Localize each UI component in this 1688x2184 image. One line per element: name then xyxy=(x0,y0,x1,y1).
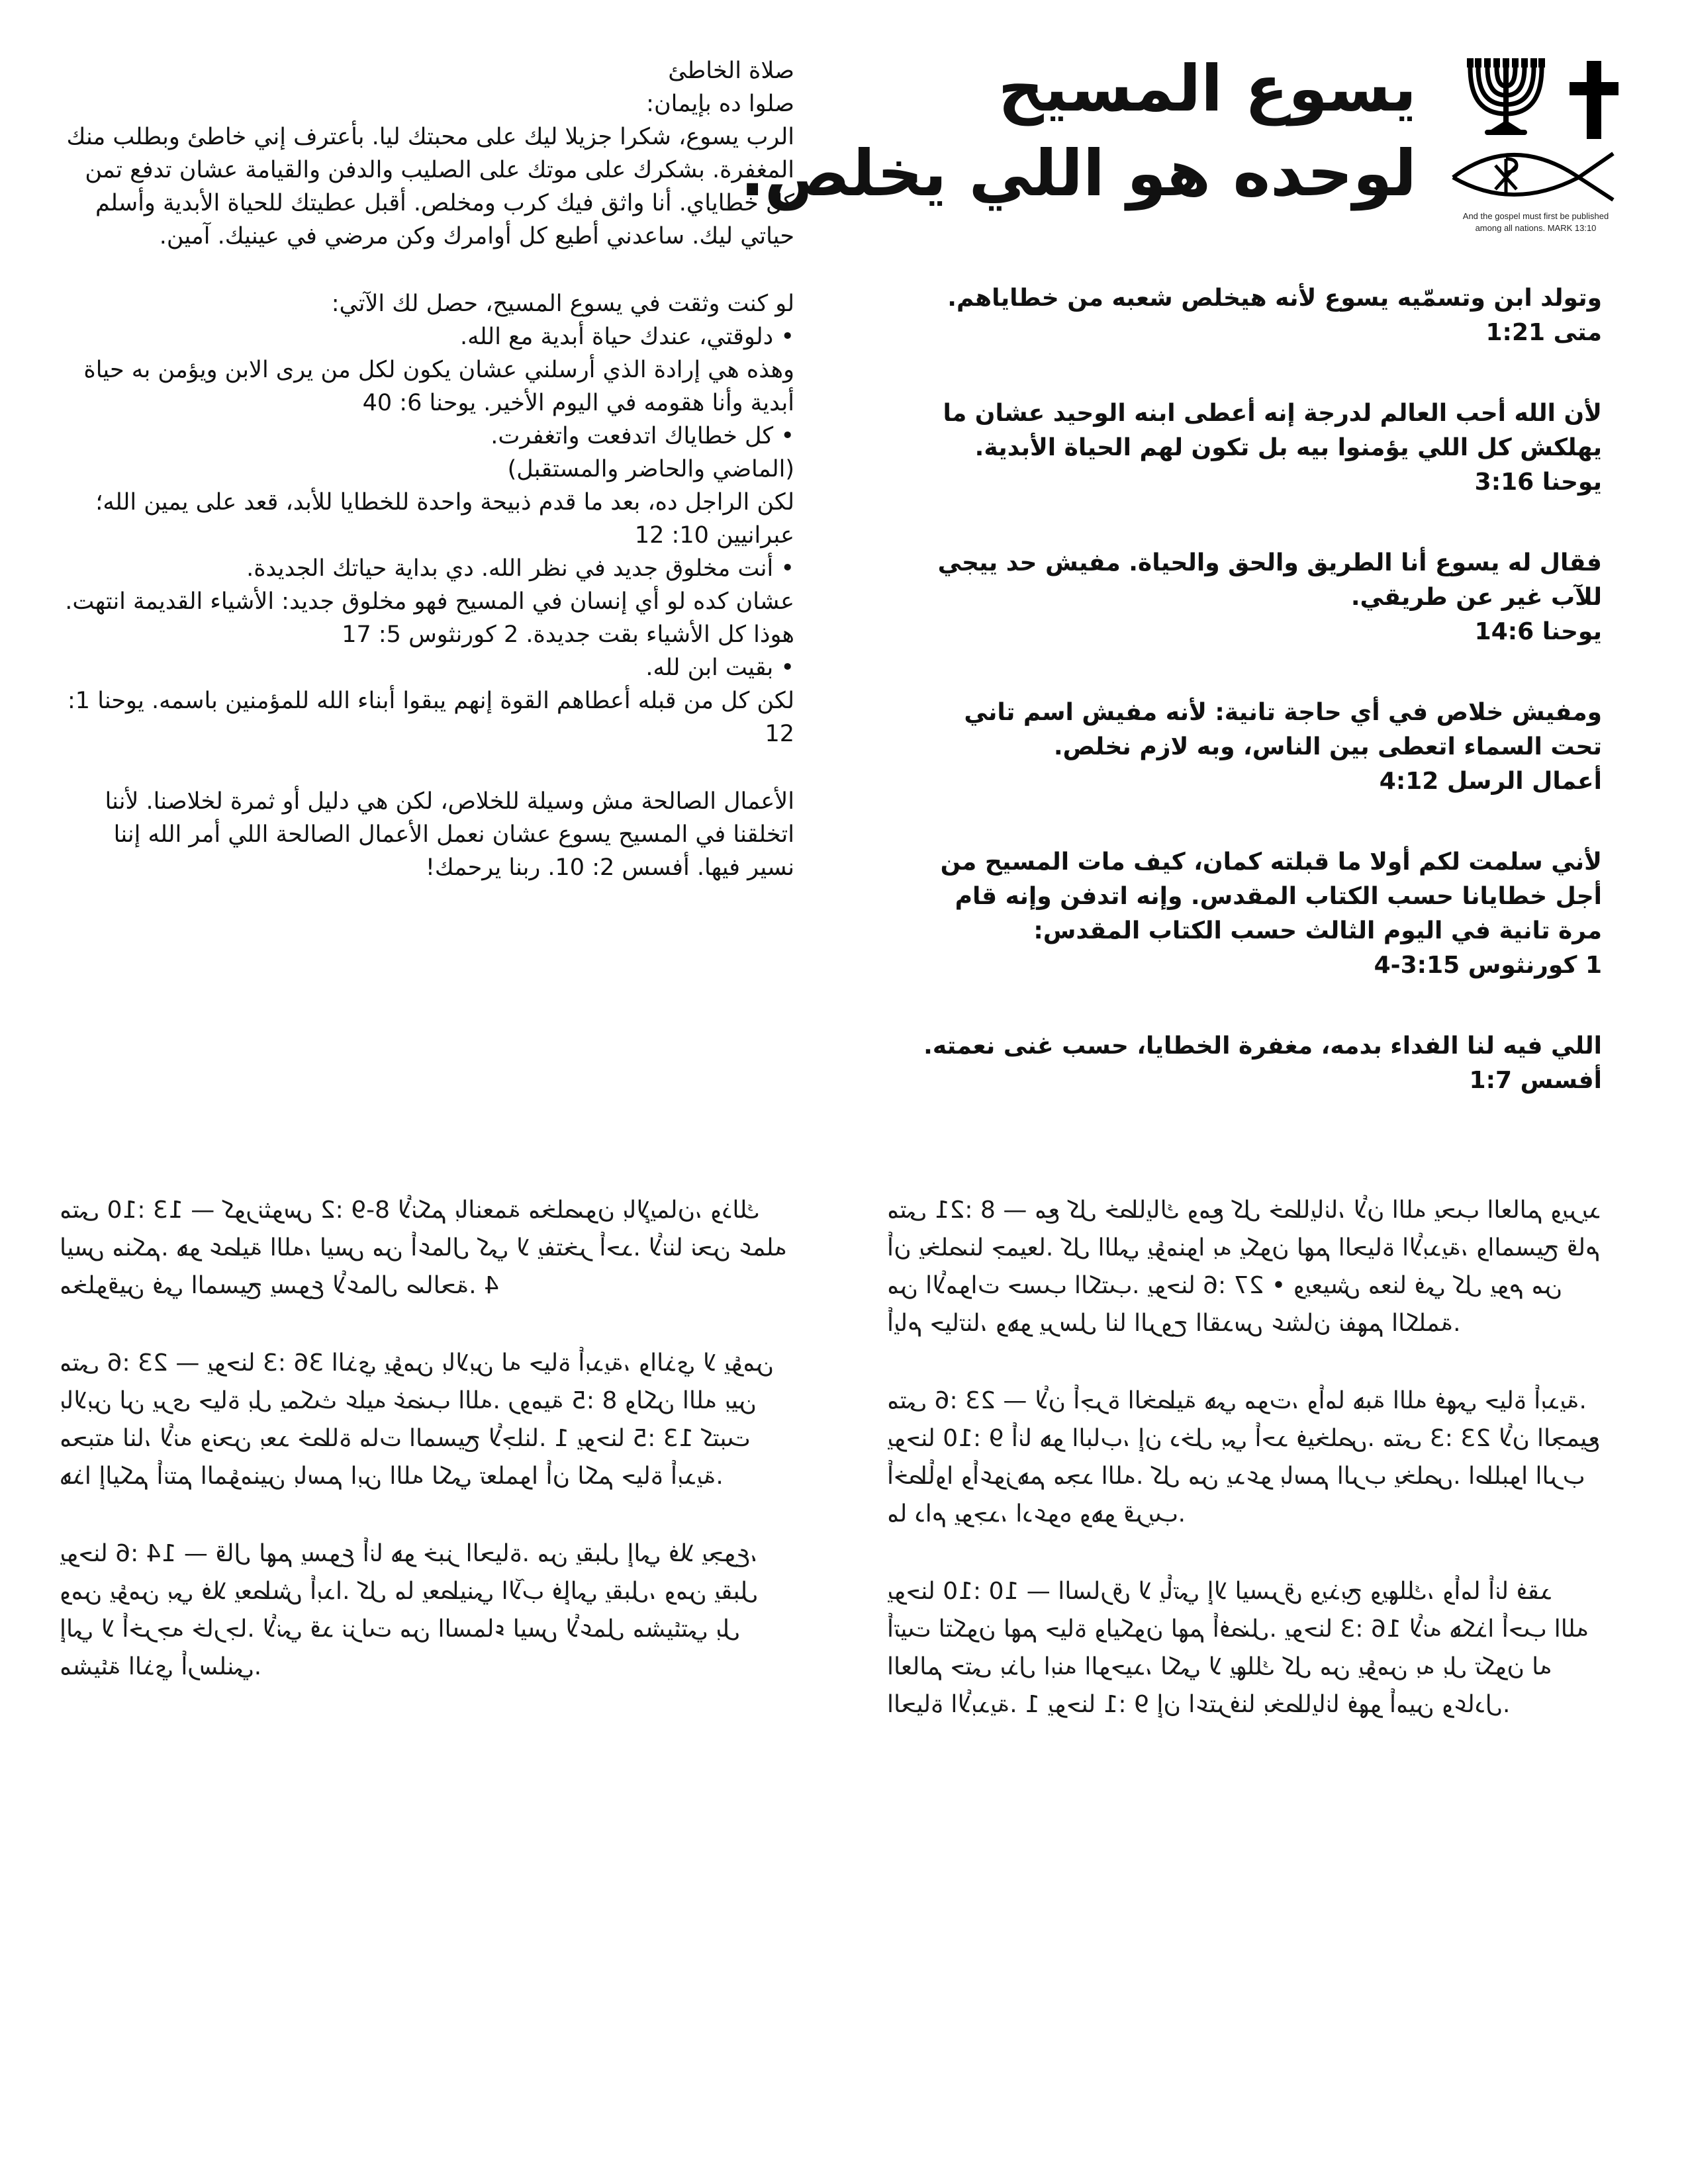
verse-ref: متى 1:21 xyxy=(1485,319,1602,346)
mirrored-paragraph: متى 6: 23 — يوحنا 3: 36 الذي يؤمن بالابن له حياة أبدية، والذي لا يؤمن بالابن لن يرى حياة بل يمكث عليه غضب الله. رومية 5: 8 ولكن الله بين محبته لنا، لأنه ونحن بعد خطاة مات المسيح لأجلنا. 1 يوحنا 5: 13 كتبت هذا إليكم أنتم المؤمنين باسم ابن الله لكي تعلموا أن لكم حياة أبدية. xyxy=(60,1349,774,1490)
assurance-heading: لو كنت وثقت في يسوع المسيح، حصل لك الآتي: xyxy=(331,291,794,317)
mirrored-paragraph: متى 10: 13 — كورنثوس 2: 9-8 لأنكم بالنعمة مخلصون بالإيمان، وذلك ليس منكم. هو عطية الله، ليس من أعمال كي لا يفتخر أحد. لأننا نحن عمله مخلوقين في المسيح يسوع لأعمال صالحة. 4 xyxy=(60,1197,787,1299)
verse-ref: يوحنا 14:6 xyxy=(1474,618,1602,645)
verse-block xyxy=(914,1029,1602,1098)
fish-icon xyxy=(1453,154,1613,200)
good-works-paragraph: الأعمال الصالحة مش وسيلة للخلاص، لكن هي دليل أو ثمرة لخلاصنا. لأننا اتخلقنا في المسيح يسوع عشان نعمل الأعمال الصالحة اللي أمر الله إننا نسير فيها. أفسس 2: 10. ربنا يرحمك! xyxy=(105,788,794,881)
verse-text: ومفيش خلاص في أي حاجة تانية: لأنه مفيش اسم تاني تحت السماء اتعطى بين الناس، وبه لازم نخلص. xyxy=(964,699,1602,760)
logo-caption-line1: And the gospel must first be published xyxy=(1462,211,1609,221)
prayer-intro: صلوا ده بإيمان: xyxy=(646,91,794,117)
verse-text: وتولد ابن وتسمّيه يسوع لأنه هيخلص شعبه من خطاياهم. xyxy=(947,285,1602,312)
verse-text: اللي فيه لنا الفداء بدمه، مغفرة الخطايا، حسب غنى نعمته. xyxy=(923,1032,1602,1060)
verse-text: لأني سلمت لكم أولا ما قبلته كمان، كيف مات المسيح من أجل خطايانا حسب الكتاب المقدس. وإنه اتدفن وإنه قام مرة تانية في اليوم الثالث حسب الكتاب المقدس: xyxy=(940,848,1602,944)
verses-column xyxy=(914,281,1602,1144)
assurance-bullet: • بقيت ابن لله. xyxy=(63,651,794,684)
prayer-heading: صلاة الخاطئ xyxy=(668,58,794,84)
verse-text: فقال له يسوع أنا الطريق والحق والحياة. مفيش حد ييجي للآب غير عن طريقي. xyxy=(937,549,1602,611)
assurance-verse: عشان كده لو أي إنسان في المسيح فهو مخلوق جديد: الأشياء القديمة انتهت. هوذا كل الأشياء بقت جديدة. 2 كورنثوس 5: 17 xyxy=(65,588,794,648)
mirrored-paragraph: متى 21: 8 — مع كل خطاياك ومع كل خطايانا، لأن الله يحب العالم ويريد أن يخلصنا جميعا. كل اللي يؤمنوا به يكون لهم الحياة الأبدية، والمسيح قام من الأموات حسب الكتب. يوحنا 6: 27 • ويعيش معنا في كل يوم من أيام حياتنا، وهو يرسل لنا الروح القدس عشان نفهم الكلمة. xyxy=(887,1197,1601,1337)
logo-caption-line2: among all nations. MARK 13:10 xyxy=(1475,223,1597,233)
assurance-verse: لكن كل من قبله أعطاهم القوة إنهم يبقوا أبناء الله للمؤمنين باسمه. يوحنا 1: 12 xyxy=(67,688,794,747)
title-line2: لوحده هو اللي يخلص. xyxy=(740,136,1417,210)
verse-block xyxy=(914,396,1602,500)
prayer-body: الرب يسوع، شكرا جزيلا ليك على محبتك ليا. بأعترف إني خاطئ وبطلب منك المغفرة. بشكرك على موتك على الصليب والدفن والقيامة عشان تدفع تمن كل خطاياي. أنا واثق فيك كرب ومخلص. أقبل عطيتك للحياة الأبدية وأسلم حياتي ليك. ساعدني أطيع كل أوامرك وكن مرضي في عينيك. آمين. xyxy=(66,124,794,250)
verse-ref: يوحنا 3:16 xyxy=(1474,469,1602,496)
logo-graphic xyxy=(1440,53,1638,212)
flame-tips xyxy=(1467,58,1545,68)
verse-block xyxy=(914,845,1602,983)
assurance-bullet: • كل خطاياك اتدفعت واتغفرت. xyxy=(63,420,794,453)
assurance-bullet: • دلوقتي، عندك حياة أبدية مع الله. xyxy=(63,320,794,353)
verse-ref: 1 كورنثوس 3:15-4 xyxy=(1374,952,1602,979)
assurance-verse: لكن الراجل ده، بعد ما قدم ذبيحة واحدة للخطايا للأبد، قعد على يمين الله؛ عبرانيين 10: 12 xyxy=(95,489,794,549)
assurance-bullet: • أنت مخلوق جديد في نظر الله. دي بداية حياتك الجديدة. xyxy=(63,552,794,585)
mirrored-paragraph: يوحنا 10: 10 — السارق لا يأتي إلا ليسرق ويذبح ويهلك، وأما أنا فقد أتيت لتكون لهم حياة وليكون لهم أفضل. يوحنا 3: 16 لأنه هكذا أحب الله العالم حتى بذل ابنه الوحيد، لكي لا يهلك كل من يؤمن به بل تكون له الحياة الأبدية. 1 يوحنا 1: 9 إن اعترفنا بخطايانا فهو أمين وعادل. xyxy=(887,1578,1589,1718)
menorah-icon xyxy=(1470,68,1542,132)
verse-block xyxy=(914,546,1602,649)
mirrored-text-left xyxy=(60,1191,788,1686)
page-title xyxy=(740,46,1417,216)
verse-ref: أفسس 1:7 xyxy=(1469,1067,1602,1094)
verse-block xyxy=(914,281,1602,350)
assurance-verse: وهذه هي إرادة الذي أرسلني عشان يكون لكل من يرى الابن ويؤمن به حياة أبدية وأنا هقومه في اليوم الأخير. يوحنا 6: 40 xyxy=(83,357,794,416)
mirrored-text-right xyxy=(887,1191,1602,1723)
assurance-subnote: (الماضي والحاضر والمستقبل) xyxy=(507,456,794,482)
title-line1: يسوع المسيح xyxy=(998,52,1417,126)
verse-text: لأن الله أحب العالم لدرجة إنه أعطى ابنه الوحيد عشان ما يهلكش كل اللي يؤمنوا بيه بل تكون لهم الحياة الأبدية. xyxy=(943,400,1602,461)
mirrored-paragraph: متى 6: 23 — لأن أجرة الخطية هي موت، وأما هبة الله فهي حياة أبدية. يوحنا 10: 9 أنا هو الباب، إن دخل بي أحد فيخلص. متى 3: 23 لأن الجميع أخطأوا وأعوزهم مجد الله. كل من يدعو باسم الرب يخلص. اطلبوا الرب ما دام يوجد، ادعوه وهو قريب. xyxy=(887,1387,1601,1527)
verse-ref: أعمال الرسل 4:12 xyxy=(1379,768,1602,795)
prayer-column xyxy=(63,54,794,884)
chi-rho-icon xyxy=(1495,159,1517,195)
logo-caption xyxy=(1423,210,1648,234)
cross-icon xyxy=(1570,61,1618,139)
mirrored-paragraph: يوحنا 6: 14 — قال لهم يسوع أنا هو خبز الحياة. من يقبل إلي فلا يجوع، ومن يؤمن بي فلا يعطش أبدا. كل ما يعطيني الآب فإلي يقبل، ومن يقبل إلي لا أخرجه خارجا. لأني قد نزلت من السماء ليس لأعمل مشيئتي بل مشيئة الذي أرسلني. xyxy=(60,1540,759,1680)
verse-block xyxy=(914,696,1602,799)
